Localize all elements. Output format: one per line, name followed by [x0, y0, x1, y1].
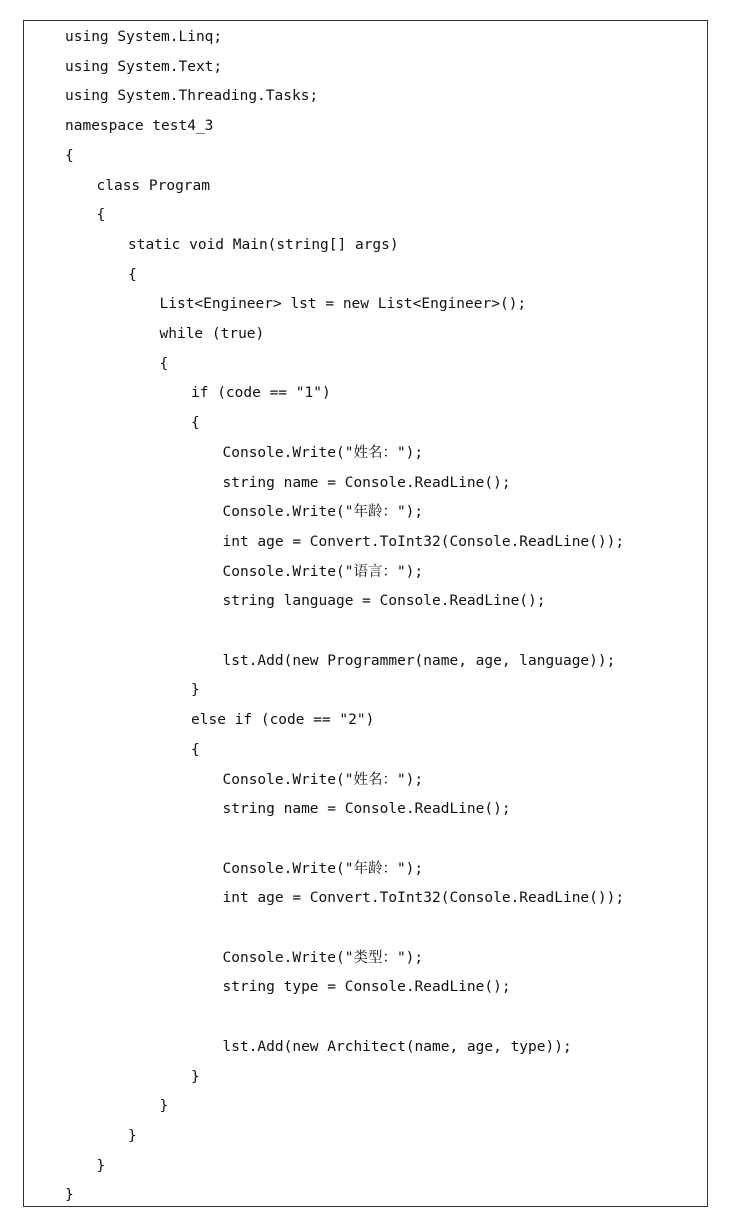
- code-line: }: [159, 1098, 169, 1115]
- code-line: {: [65, 147, 74, 164]
- code-line: lst.Add(new Programmer(name, age, language));: [222, 652, 616, 669]
- code-line: static void Main(string[] args): [128, 236, 399, 253]
- code-line: Console.Write("类型：");: [222, 949, 424, 966]
- code-line: }: [191, 1068, 200, 1085]
- code-line: string language = Console.ReadLine();: [222, 593, 546, 610]
- code-line: }: [96, 1157, 106, 1174]
- code-line: class Program: [96, 177, 210, 194]
- code-line: Console.Write("年龄：");: [222, 504, 424, 521]
- code-line: while (true): [159, 326, 265, 342]
- code-listing-frame: [23, 20, 708, 1207]
- code-line: using System.Text;: [65, 58, 223, 75]
- code-line: {: [191, 741, 200, 758]
- code-line: Console.Write("语言：");: [222, 563, 424, 580]
- code-line: }: [128, 1127, 137, 1144]
- code-line: else if (code == "2"): [191, 712, 375, 729]
- code-line: List<Engineer> lst = new List<Engineer>();: [159, 296, 527, 313]
- code-line: {: [191, 415, 200, 432]
- code-line: namespace test4_3: [65, 118, 214, 135]
- code-line: string name = Console.ReadLine();: [222, 801, 511, 818]
- code-line: using System.Linq;: [65, 29, 223, 45]
- code-line: Console.Write("姓名：");: [222, 771, 424, 788]
- code-line: Console.Write("年龄：");: [222, 860, 424, 877]
- code-line: {: [128, 266, 137, 283]
- code-line: {: [96, 207, 106, 224]
- code-line: }: [65, 1187, 74, 1204]
- code-line: int age = Convert.ToInt32(Console.ReadLine());: [222, 533, 625, 550]
- code-line: string name = Console.ReadLine();: [222, 474, 511, 491]
- code-line: int age = Convert.ToInt32(Console.ReadLine());: [222, 890, 625, 907]
- code-line: string type = Console.ReadLine();: [222, 979, 511, 996]
- code-listing: [24, 21, 707, 1206]
- code-line: lst.Add(new Architect(name, age, type));: [222, 1038, 572, 1055]
- code-line: }: [191, 682, 200, 699]
- code-line: if (code == "1"): [191, 385, 331, 402]
- code-line: {: [159, 355, 169, 372]
- code-line: Console.Write("姓名：");: [222, 444, 424, 461]
- code-line: using System.Threading.Tasks;: [65, 88, 319, 105]
